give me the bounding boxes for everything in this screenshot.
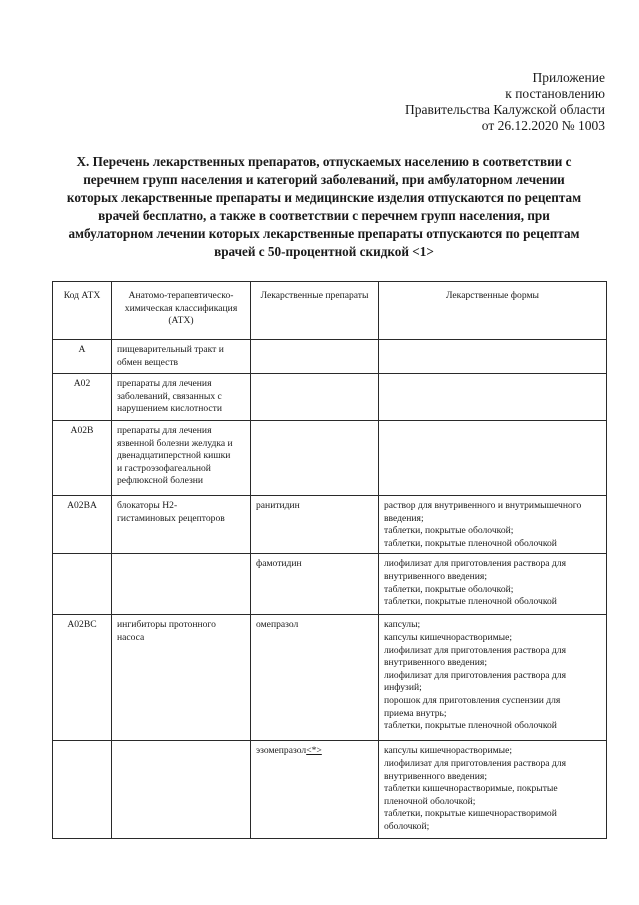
heading-line: врачей с 50-процентной скидкой <1>: [214, 244, 434, 259]
atx-class: [112, 554, 251, 615]
drug-forms: капсулы кишечнорастворимые; лиофилизат для приготовления раствора для внутривенного введения; таблетки кишечнорастворимые, покрытые пленочной оболочкой; таблетки, покрытые кишечнорастворимой оболочкой;: [379, 741, 607, 839]
table-row: [53, 741, 607, 839]
table-row: [53, 615, 607, 741]
atx-class: ингибиторы протонного насоса: [112, 615, 251, 741]
drug-name: ранитидин: [251, 496, 379, 554]
drug-forms: [379, 340, 607, 374]
drug-name: [251, 374, 379, 421]
drug-name: [251, 421, 379, 496]
appendix-line: к постановлению: [505, 86, 605, 101]
atx-code: A02BC: [53, 615, 112, 741]
heading-line: которых лекарственные препараты и медицинские изделия отпускаются по рецептам: [66, 190, 582, 205]
drug-name: омепразол: [251, 615, 379, 741]
atx-class: препараты для лечения язвенной болезни желудка и двенадцатиперстной кишки и гастроэзофагеальной рефлюксной болезни: [112, 421, 251, 496]
atx-class: препараты для лечения заболеваний, связанных с нарушением кислотности: [112, 374, 251, 421]
header-drugs: Лекарственные препараты: [251, 282, 379, 340]
atx-class: блокаторы H2- гистаминовых рецепторов: [112, 496, 251, 554]
drug-name: [251, 340, 379, 374]
footnote-link[interactable]: <*>: [306, 745, 322, 757]
atx-code: [53, 741, 112, 839]
atx-code: A02: [53, 374, 112, 421]
atx-class: пищеварительный тракт и обмен веществ: [112, 340, 251, 374]
appendix-line: Правительства Калужской области: [404, 102, 605, 117]
appendix-line: Приложение: [532, 70, 605, 85]
drug-forms: лиофилизат для приготовления раствора для внутривенного введения; таблетки, покрытые оболочкой; таблетки, покрытые пленочной оболочкой: [379, 554, 607, 615]
heading-line: врачей бесплатно, а также в соответствии с перечнем групп населения, при: [98, 208, 550, 223]
document-heading: [40, 153, 608, 261]
atx-code: A: [53, 340, 112, 374]
table-row: [53, 554, 607, 615]
drug-forms: [379, 421, 607, 496]
drug-name: фамотидин: [251, 554, 379, 615]
header-class: Анатомо-терапевтическо- химическая классификация (АТХ): [112, 282, 251, 340]
header-code: Код АТХ: [53, 282, 112, 340]
table-row: [53, 340, 607, 374]
table-header-row: [53, 282, 607, 340]
drug-name-text: эзомепразол: [256, 745, 307, 757]
atx-class: [112, 741, 251, 839]
heading-line: X. Перечень лекарственных препаратов, отпускаемых населению в соответствии с: [76, 154, 572, 169]
drug-forms: капсулы; капсулы кишечнорастворимые; лиофилизат для приготовления раствора для внутривенного введения; лиофилизат для приготовления раствора для инфузий; порошок для приготовления суспензии для приема внутрь; таблетки, покрытые пленочной оболочкой: [379, 615, 607, 741]
atx-code: A02B: [53, 421, 112, 496]
heading-line: амбулаторном лечении которых лекарственные препараты отпускаются по рецептам: [68, 226, 580, 241]
table-row: [53, 496, 607, 554]
table-row: [53, 374, 607, 421]
atx-code: [53, 554, 112, 615]
heading-line: перечнем групп населения и категорий заболеваний, при амбулаторном лечении: [83, 172, 565, 187]
drug-name: [251, 741, 379, 839]
drug-forms: раствор для внутривенного и внутримышечного введения; таблетки, покрытые оболочкой; таблетки, покрытые пленочной оболочкой: [379, 496, 607, 554]
table-row: [53, 421, 607, 496]
appendix-block: [405, 70, 605, 134]
drug-forms: [379, 374, 607, 421]
header-forms: Лекарственные формы: [379, 282, 607, 340]
atx-drug-table: [52, 281, 607, 839]
appendix-line: от 26.12.2020 № 1003: [481, 118, 605, 133]
atx-code: A02BA: [53, 496, 112, 554]
